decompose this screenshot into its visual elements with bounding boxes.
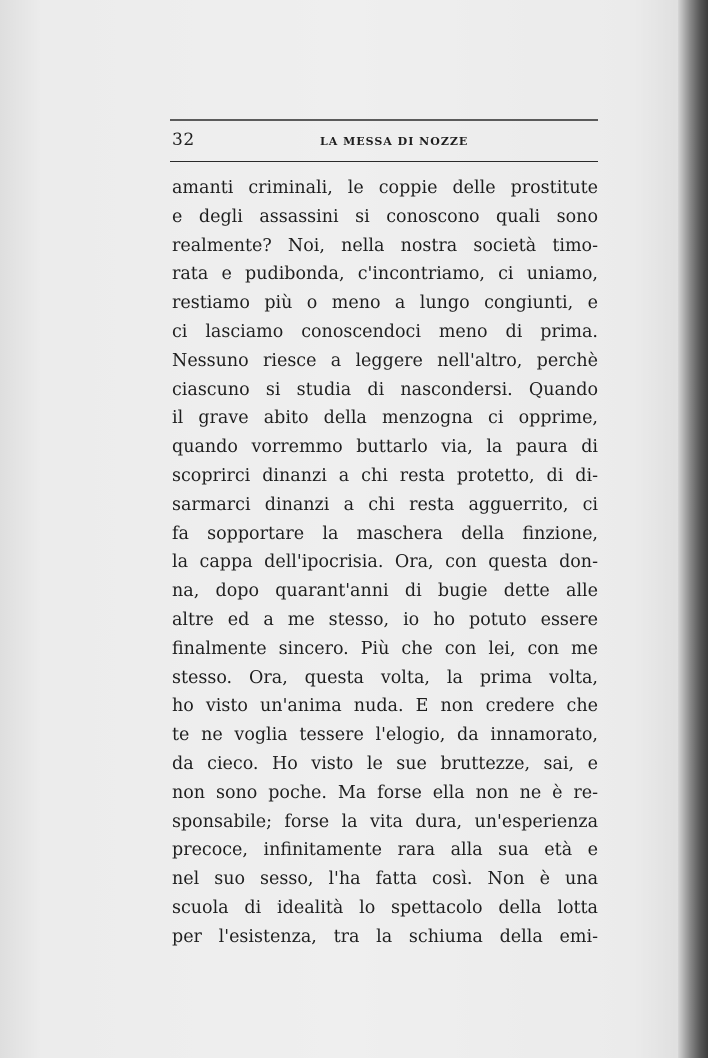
text-line: na, dopo quarant'anni di bugie dette alle [172, 581, 598, 602]
text-line: e degli assassini si conoscono quali sono [172, 206, 598, 227]
header-rule [170, 161, 598, 162]
text-line: amanti criminali, le coppie delle prostitute [172, 178, 598, 198]
text-line: la cappa dell'ipocrisia. Ora, con questa don- [172, 552, 598, 573]
text-line: sarmarci dinanzi a chi resta agguerrito, ci [172, 494, 598, 515]
page-number: 32 [172, 130, 195, 150]
text-line: per l'esistenza, tra la schiuma della emi- [172, 926, 598, 947]
text-line: da cieco. Ho visto le sue bruttezze, sai, e [172, 753, 598, 774]
text-line: scoprirci dinanzi a chi resta protetto, di di- [172, 465, 598, 486]
text-line: finalmente sincero. Più che con lei, con me [172, 638, 598, 659]
top-rule [170, 119, 598, 121]
text-line: quando vorremmo buttarlo via, la paura di [172, 437, 598, 458]
text-line: non sono poche. Ma forse ella non ne è re- [172, 782, 598, 803]
page-header [172, 128, 598, 158]
running-title: LA MESSA DI NOZZE [320, 135, 469, 148]
text-line: realmente? Noi, nella nostra società timo- [172, 235, 598, 256]
text-line: Nessuno riesce a leggere nell'altro, perchè [172, 350, 598, 371]
text-line: nel suo sesso, l'ha fatta così. Non è una [172, 869, 598, 890]
text-line: rata e pudibonda, c'incontriamo, ci uniamo, [172, 264, 598, 285]
text-line: ci lasciamo conoscendoci meno di prima. [172, 321, 598, 342]
text-line: stesso. Ora, questa volta, la prima volta, [172, 667, 598, 688]
text-line: sponsabile; forse la vita dura, un'esperienza [172, 811, 598, 832]
text-line: ciascuno si studia di nascondersi. Quando [172, 379, 598, 400]
text-line: scuola di idealità lo spettacolo della lotta [172, 897, 598, 918]
text-line: precoce, infinitamente rara alla sua età e [172, 840, 598, 861]
body-text [172, 174, 598, 952]
text-line: altre ed a me stesso, io ho potuto essere [172, 609, 598, 630]
text-line: te ne voglia tessere l'elogio, da innamorato, [172, 725, 598, 746]
text-line: il grave abito della menzogna ci opprime, [172, 408, 598, 429]
text-line: fa sopportare la maschera della finzione, [172, 523, 598, 544]
text-line: restiamo più o meno a lungo congiunti, e [172, 293, 598, 314]
page-edge-shadow [678, 0, 708, 1058]
text-line: ho visto un'anima nuda. E non credere che [172, 696, 598, 717]
